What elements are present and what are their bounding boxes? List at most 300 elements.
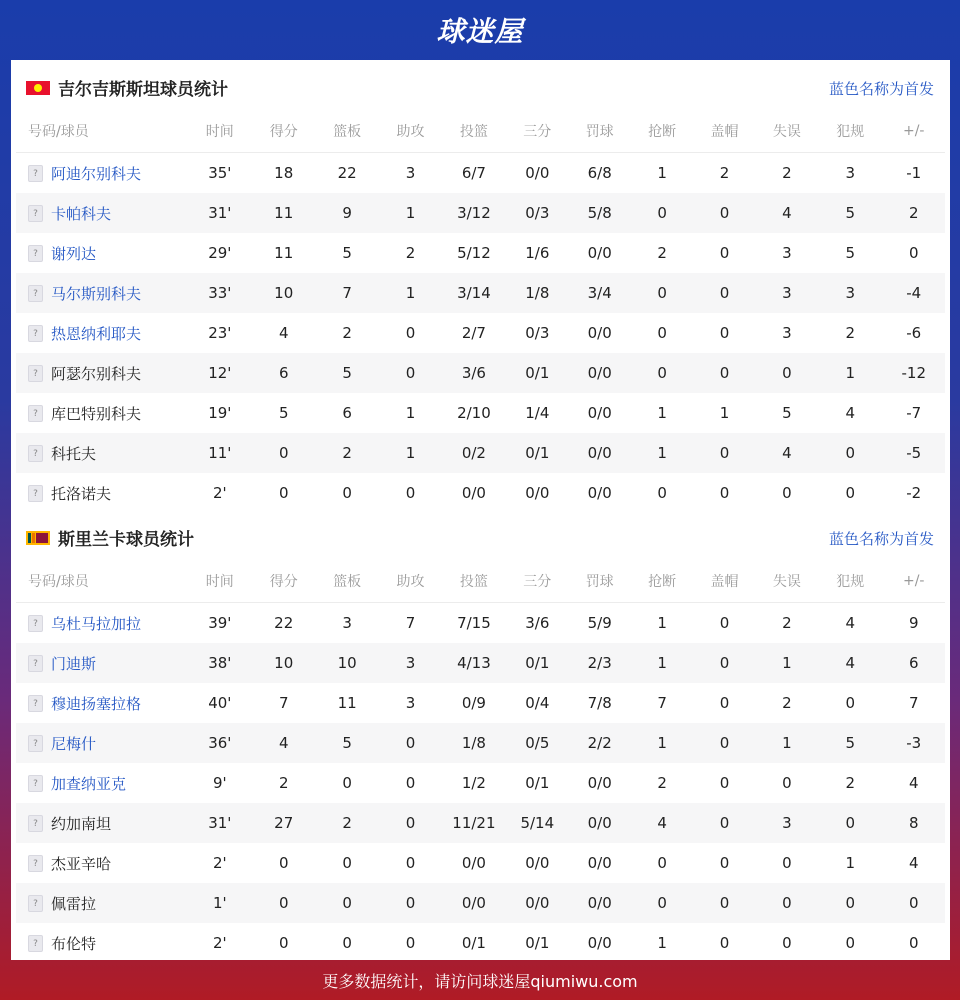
table-row[interactable]	[16, 843, 945, 883]
stat-cell: 0	[845, 934, 856, 952]
stat-cell: 4	[908, 854, 919, 872]
stat-cell: 0	[342, 854, 352, 872]
stat-cell: 6/7	[461, 164, 486, 182]
player-stats-table	[16, 560, 945, 963]
player-cell[interactable]	[16, 313, 187, 353]
player-avatar-icon: ?	[28, 325, 43, 342]
stat-cell: 7	[657, 694, 667, 712]
stat-cell: 22	[274, 614, 294, 632]
stat-cell: 29'	[208, 244, 232, 262]
stat-cell: -12	[882, 353, 945, 393]
stat-cell: 1	[845, 854, 856, 872]
player-avatar-icon: ?	[28, 165, 43, 182]
stat-cell: 4/13	[442, 643, 506, 683]
stat-cell: 9	[908, 614, 919, 632]
stat-cell: 22	[337, 164, 357, 182]
stat-cell: 38'	[187, 643, 252, 683]
stat-cell: 5/8	[569, 193, 631, 233]
stat-cell: 5	[818, 723, 882, 763]
column-header: 罚球	[569, 110, 631, 153]
stat-cell: 5/12	[457, 244, 491, 262]
stat-cell: 0/0	[442, 883, 506, 923]
stat-cell: 4	[253, 723, 315, 763]
stat-cell: 3	[756, 803, 818, 843]
stat-cell: 1/8	[506, 273, 568, 313]
stat-cell: 0	[405, 484, 416, 502]
stat-cell: 2/2	[569, 723, 631, 763]
stat-cell: 0	[631, 353, 693, 393]
stat-cell: 2	[719, 164, 730, 182]
sri-lanka-flag-icon	[26, 531, 50, 545]
player-name[interactable]: 卡帕科夫	[51, 204, 112, 223]
player-name[interactable]: 佩雷拉	[51, 894, 97, 913]
stat-cell: 31'	[187, 803, 252, 843]
stat-cell: -5	[882, 433, 945, 473]
stat-cell: 0	[882, 883, 945, 923]
stat-cell: 2	[342, 324, 352, 342]
stat-cell: 0	[379, 353, 441, 393]
stat-cell: 4	[756, 193, 818, 233]
stat-cell: 39'	[208, 614, 232, 632]
stat-cell: 1/2	[461, 774, 486, 792]
table-row[interactable]	[16, 233, 945, 273]
stat-cell: 2/3	[569, 643, 631, 683]
stat-cell: 2	[782, 614, 792, 632]
table-row[interactable]	[16, 603, 945, 644]
stat-cell: 4	[631, 803, 693, 843]
table-header-row	[16, 560, 945, 603]
player-name[interactable]: 托洛诺夫	[51, 484, 112, 503]
stat-cell: 0	[719, 774, 730, 792]
stat-cell: -1	[906, 164, 922, 182]
stat-cell: 0/0	[587, 774, 612, 792]
stat-cell: 4	[278, 324, 289, 342]
stat-cell: 7	[278, 694, 289, 712]
table-row[interactable]	[16, 923, 945, 963]
stat-cell: 0	[756, 883, 818, 923]
brand-logo[interactable]: 球迷屋	[436, 15, 524, 48]
stat-cell: 0/0	[461, 854, 486, 872]
column-header: 三分	[506, 560, 568, 603]
player-cell[interactable]	[16, 433, 187, 473]
stat-cell: 0/1	[525, 774, 550, 792]
stat-cell: 1	[719, 404, 730, 422]
stat-cell: 7/8	[587, 694, 612, 712]
stat-cell: 1	[379, 433, 441, 473]
table-row[interactable]	[16, 153, 945, 194]
player-cell[interactable]	[16, 473, 187, 513]
stat-cell: 2	[882, 193, 945, 233]
stat-cell: 11'	[187, 433, 252, 473]
stat-cell: 1	[631, 433, 693, 473]
stat-cell: 0	[631, 193, 693, 233]
stat-cell: 10	[253, 643, 315, 683]
column-header: 抢断	[631, 560, 693, 603]
column-header: 得分	[253, 560, 315, 603]
stat-cell: -4	[882, 273, 945, 313]
stat-cell: 1	[657, 614, 667, 632]
player-cell[interactable]	[16, 353, 187, 393]
stat-cell: 2	[278, 774, 289, 792]
stat-cell: 0	[818, 883, 882, 923]
table-row[interactable]	[16, 683, 945, 723]
stat-cell: 0/0	[587, 854, 612, 872]
starter-note: 蓝色名称为首发	[828, 80, 934, 98]
table-row[interactable]	[16, 273, 945, 313]
column-header: 得分	[253, 110, 315, 153]
stat-cell: -3	[882, 723, 945, 763]
table-row[interactable]	[16, 433, 945, 473]
stat-cell: 4	[818, 643, 882, 683]
stat-cell: 0/9	[461, 694, 486, 712]
stat-cell: 0	[631, 883, 693, 923]
column-header: 三分	[506, 110, 568, 153]
player-avatar-icon: ?	[28, 485, 43, 502]
stat-cell: 0	[719, 244, 730, 262]
stat-cell: 0/1	[506, 433, 568, 473]
stats-panel	[11, 60, 950, 960]
stat-cell: 0	[693, 273, 755, 313]
stat-cell: 5	[845, 244, 856, 262]
player-cell[interactable]	[16, 603, 187, 644]
player-stats-table	[16, 110, 945, 513]
table-row[interactable]	[16, 763, 945, 803]
stat-cell: 3	[379, 643, 441, 683]
table-row[interactable]	[16, 193, 945, 233]
player-name[interactable]: 加查纳亚克	[51, 774, 127, 793]
table-row[interactable]	[16, 473, 945, 513]
player-name[interactable]: 门迪斯	[51, 654, 97, 673]
stat-cell: 36'	[187, 723, 252, 763]
player-avatar-icon: ?	[28, 935, 43, 952]
player-cell[interactable]	[16, 923, 187, 963]
stat-cell: 2	[845, 324, 856, 342]
table-header-row	[16, 110, 945, 153]
player-name[interactable]: 杰亚辛哈	[51, 854, 112, 873]
table-row[interactable]	[16, 803, 945, 843]
stat-cell: 33'	[187, 273, 252, 313]
stat-cell: 0	[342, 774, 352, 792]
stat-cell: 0	[278, 854, 289, 872]
column-header: 失误	[756, 560, 818, 603]
stat-cell: 4	[756, 433, 818, 473]
stat-cell: 0/0	[461, 484, 486, 502]
table-row[interactable]	[16, 723, 945, 763]
stat-cell: 9	[315, 193, 379, 233]
player-cell[interactable]	[16, 643, 187, 683]
stat-cell: 5/14	[506, 803, 568, 843]
stat-cell: 3	[405, 164, 416, 182]
stat-cell: 0/1	[461, 934, 486, 952]
stat-cell: 0	[657, 324, 667, 342]
stat-cell: 0	[756, 353, 818, 393]
stat-cell: 7	[405, 614, 416, 632]
stat-cell: 1/8	[442, 723, 506, 763]
player-avatar-icon: ?	[28, 615, 43, 632]
stat-cell: 6	[253, 353, 315, 393]
stat-cell: 0	[782, 774, 792, 792]
player-avatar-icon: ?	[28, 815, 43, 832]
stat-cell: 0/0	[587, 244, 612, 262]
footer-link[interactable]: 更多数据统计，请访问球迷屋qiumiwu.com	[322, 971, 638, 991]
stat-cell: 0	[818, 433, 882, 473]
player-avatar-icon: ?	[28, 735, 43, 752]
stat-cell: 2	[657, 774, 667, 792]
column-header: 助攻	[379, 110, 441, 153]
stat-cell: 11	[274, 244, 294, 262]
player-name[interactable]: 布伦特	[51, 934, 97, 953]
stat-cell: 3/4	[569, 273, 631, 313]
player-avatar-icon: ?	[28, 855, 43, 872]
player-cell[interactable]	[16, 273, 187, 313]
team-section-header	[11, 60, 950, 114]
player-cell[interactable]	[16, 683, 187, 723]
stat-cell: 0	[693, 723, 755, 763]
stat-cell: 0	[719, 694, 730, 712]
column-header: 助攻	[379, 560, 441, 603]
stat-cell: 3/6	[442, 353, 506, 393]
player-cell[interactable]	[16, 193, 187, 233]
stat-cell: 5	[782, 404, 792, 422]
column-header: 篮板	[315, 560, 379, 603]
stat-cell: 0/1	[525, 934, 550, 952]
column-header: 盖帽	[693, 110, 755, 153]
stat-cell: 0/0	[506, 883, 568, 923]
stat-cell: 0	[693, 803, 755, 843]
stat-cell: 19'	[208, 404, 232, 422]
stat-cell: 0	[719, 484, 730, 502]
stat-cell: 0	[657, 484, 667, 502]
stat-cell: 2'	[212, 484, 227, 502]
player-avatar-icon: ?	[28, 205, 43, 222]
player-avatar-icon: ?	[28, 695, 43, 712]
player-avatar-icon: ?	[28, 655, 43, 672]
stat-cell: 0	[253, 433, 315, 473]
player-cell[interactable]	[16, 153, 187, 194]
column-header: 号码/球员	[16, 110, 187, 153]
player-cell[interactable]	[16, 763, 187, 803]
stat-cell: 7	[315, 273, 379, 313]
player-cell[interactable]	[16, 883, 187, 923]
stat-cell: 0/4	[525, 694, 550, 712]
stat-cell: 0/0	[525, 854, 550, 872]
stat-cell: 0/0	[525, 164, 550, 182]
stat-cell: 3/14	[442, 273, 506, 313]
stat-cell: 3	[756, 273, 818, 313]
player-name[interactable]: 尼梅什	[51, 734, 97, 753]
column-header: 盖帽	[693, 560, 755, 603]
player-name[interactable]: 穆迪扬塞拉格	[51, 694, 142, 713]
stat-cell: 0	[693, 883, 755, 923]
stat-cell: 7	[908, 694, 919, 712]
player-name[interactable]: 科托夫	[51, 444, 97, 463]
stat-cell: 2	[315, 803, 379, 843]
stat-cell: 1'	[187, 883, 252, 923]
player-name[interactable]: 乌杜马拉加拉	[51, 614, 142, 633]
stat-cell: 1	[657, 404, 667, 422]
stat-cell: 0/0	[587, 324, 612, 342]
player-avatar-icon: ?	[28, 365, 43, 382]
stat-cell: 1	[818, 353, 882, 393]
team-title: 吉尔吉斯斯坦球员统计	[58, 80, 228, 100]
table-row[interactable]	[16, 353, 945, 393]
player-cell[interactable]	[16, 803, 187, 843]
stat-cell: 0	[693, 643, 755, 683]
stat-cell: 0	[278, 934, 289, 952]
starter-note: 蓝色名称为首发	[828, 530, 934, 548]
stat-cell: 0	[719, 934, 730, 952]
stat-cell: 0	[693, 353, 755, 393]
stat-cell: 31'	[187, 193, 252, 233]
stat-cell: 0	[782, 484, 792, 502]
team-section-header	[11, 510, 950, 564]
stat-cell: 27	[253, 803, 315, 843]
stat-cell: 10	[315, 643, 379, 683]
stat-cell: 11/21	[442, 803, 506, 843]
column-header: 罚球	[569, 560, 631, 603]
player-avatar-icon: ?	[28, 445, 43, 462]
player-name[interactable]: 库巴特别科夫	[51, 404, 142, 423]
stat-cell: 3	[405, 694, 416, 712]
stat-cell: 0	[405, 774, 416, 792]
player-name[interactable]: 约加南坦	[51, 814, 112, 833]
player-name[interactable]: 热恩纳利耶夫	[51, 324, 142, 343]
stat-cell: 2/10	[457, 404, 491, 422]
stat-cell: 1	[756, 723, 818, 763]
stat-cell: 1	[657, 164, 667, 182]
stat-cell: 0	[908, 934, 919, 952]
player-cell[interactable]	[16, 393, 187, 433]
stat-cell: 2	[782, 164, 792, 182]
stat-cell: 0	[693, 193, 755, 233]
stat-cell: 2	[405, 244, 416, 262]
stat-cell: 2	[782, 694, 792, 712]
stat-cell: 5	[315, 723, 379, 763]
stat-cell: 0	[693, 433, 755, 473]
kyrgyzstan-flag-icon	[26, 81, 50, 95]
stat-cell: 2	[657, 244, 667, 262]
stat-cell: 0	[379, 803, 441, 843]
stat-cell: 3	[818, 273, 882, 313]
stat-cell: 1	[756, 643, 818, 683]
player-name[interactable]: 谢列达	[51, 244, 97, 263]
stat-cell: 0/3	[525, 324, 550, 342]
stat-cell: 0	[405, 324, 416, 342]
stat-cell: -2	[906, 484, 922, 502]
column-header: 号码/球员	[16, 560, 187, 603]
column-header: 投篮	[442, 560, 506, 603]
stat-cell: 0	[719, 614, 730, 632]
player-cell[interactable]	[16, 233, 187, 273]
player-cell[interactable]	[16, 843, 187, 883]
stat-cell: 0/0	[569, 883, 631, 923]
stat-cell: 1	[379, 273, 441, 313]
stat-cell: 2/7	[461, 324, 486, 342]
stat-cell: 0	[405, 854, 416, 872]
stat-cell: 0	[253, 883, 315, 923]
stat-cell: 0	[631, 273, 693, 313]
player-name[interactable]: 阿迪尔别科夫	[51, 164, 142, 183]
player-avatar-icon: ?	[28, 775, 43, 792]
column-header: 抢断	[631, 110, 693, 153]
column-header: 时间	[187, 110, 252, 153]
player-avatar-icon: ?	[28, 405, 43, 422]
stat-cell: -6	[906, 324, 922, 342]
stat-cell: 3	[342, 614, 352, 632]
stat-cell: 12'	[187, 353, 252, 393]
column-header: +/-	[882, 110, 945, 153]
stat-cell: 11	[337, 694, 357, 712]
stat-cell: 2'	[212, 854, 227, 872]
table-row[interactable]	[16, 643, 945, 683]
stat-cell: 6/8	[587, 164, 612, 182]
stat-cell: 4	[908, 774, 919, 792]
stat-cell: 0/0	[569, 353, 631, 393]
stat-cell: 3	[782, 324, 792, 342]
player-avatar-icon: ?	[28, 895, 43, 912]
table-row[interactable]	[16, 393, 945, 433]
stat-cell: 0/1	[506, 643, 568, 683]
stat-cell: 6	[882, 643, 945, 683]
stat-cell: 5	[278, 404, 289, 422]
stat-cell: 1/4	[525, 404, 550, 422]
stat-cell: 9'	[212, 774, 227, 792]
stat-cell: 5	[315, 353, 379, 393]
stat-cell: 3/12	[442, 193, 506, 233]
column-header: 时间	[187, 560, 252, 603]
stat-cell: 0/0	[569, 803, 631, 843]
stat-cell: 8	[882, 803, 945, 843]
stat-cell: 0	[908, 244, 919, 262]
stat-cell: 2	[315, 433, 379, 473]
stat-cell: 1	[631, 723, 693, 763]
player-cell[interactable]	[16, 723, 187, 763]
stat-cell: 3	[845, 164, 856, 182]
player-name[interactable]: 阿瑟尔别科夫	[51, 364, 142, 383]
stat-cell: 0/0	[525, 484, 550, 502]
stat-cell: 2	[845, 774, 856, 792]
stat-cell: 0	[657, 854, 667, 872]
stat-cell: 0	[818, 803, 882, 843]
player-name[interactable]: 马尔斯别科夫	[51, 284, 142, 303]
column-header: 投篮	[442, 110, 506, 153]
stat-cell: 0	[845, 484, 856, 502]
player-avatar-icon: ?	[28, 245, 43, 262]
stat-cell: 0	[379, 883, 441, 923]
column-header: +/-	[882, 560, 945, 603]
player-avatar-icon: ?	[28, 285, 43, 302]
stat-cell: 0	[719, 324, 730, 342]
stat-cell: 0	[845, 694, 856, 712]
stat-cell: 10	[253, 273, 315, 313]
stat-cell: 0/0	[587, 404, 612, 422]
stat-cell: 1	[379, 193, 441, 233]
stat-cell: 1	[405, 404, 416, 422]
table-row[interactable]	[16, 883, 945, 923]
stat-cell: 4	[845, 404, 856, 422]
stat-cell: 0/0	[587, 934, 612, 952]
column-header: 失误	[756, 110, 818, 153]
stat-cell: 0	[278, 484, 289, 502]
stat-cell: 35'	[208, 164, 232, 182]
stat-cell: 6	[342, 404, 352, 422]
column-header: 犯规	[818, 560, 882, 603]
stat-cell: 3/6	[525, 614, 550, 632]
stat-cell: 40'	[208, 694, 232, 712]
stat-cell: 0/1	[506, 353, 568, 393]
stat-cell: 3	[782, 244, 792, 262]
table-row[interactable]	[16, 313, 945, 353]
